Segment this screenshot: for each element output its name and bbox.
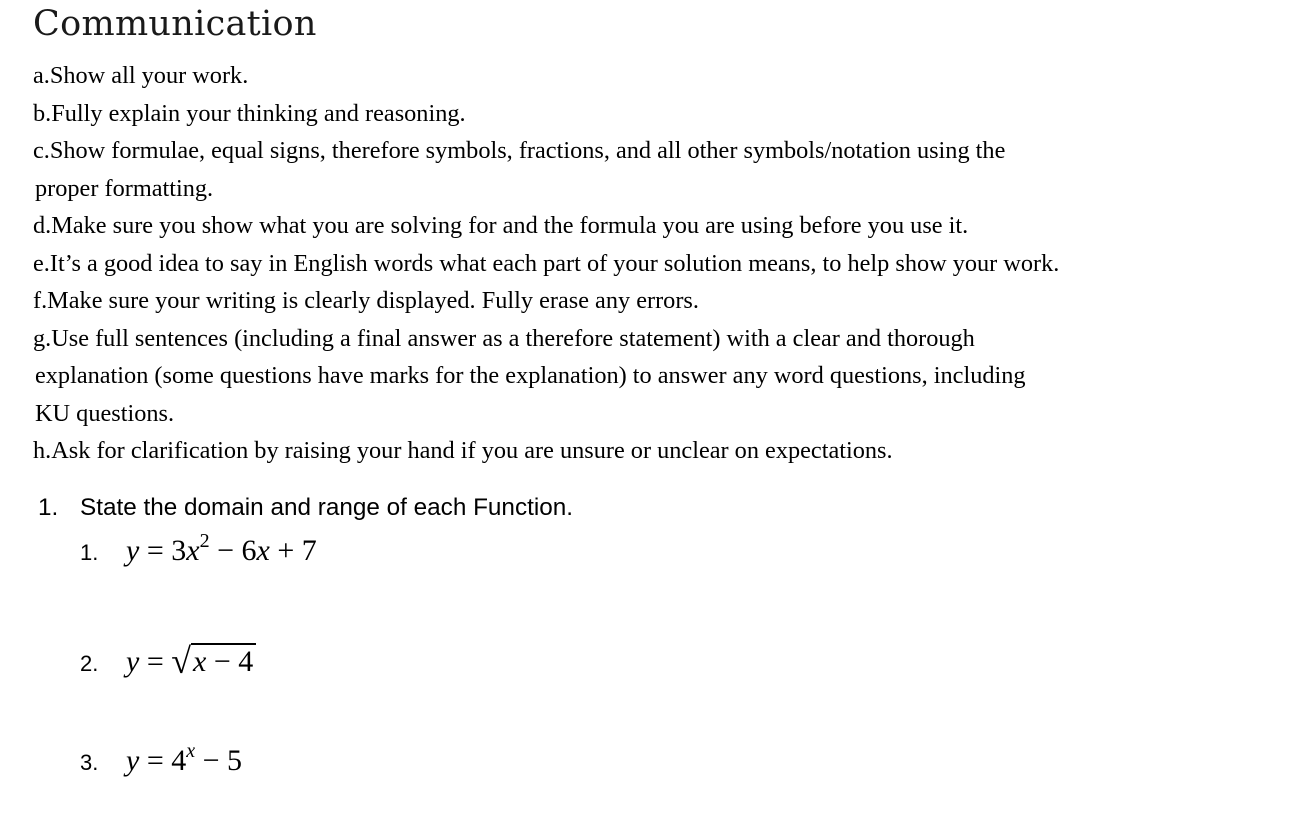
part-2-lhs: y xyxy=(126,645,140,678)
rule-a: a.Show all your work. xyxy=(33,62,249,89)
communication-rules-list xyxy=(33,57,1293,470)
question-1 xyxy=(38,494,573,522)
part-1-eq: = 3 xyxy=(139,534,187,567)
part-1-tail: + 7 xyxy=(269,534,317,567)
part-1-mid: − 6 xyxy=(209,534,257,567)
question-1-part-1 xyxy=(80,530,317,568)
part-2-eq: = xyxy=(139,645,172,678)
rule-d: d.Make sure you show what you are solving for and the formula you are using before you use it. xyxy=(33,212,969,239)
part-1-equation xyxy=(126,530,317,567)
rule-c xyxy=(33,132,1293,207)
radical-sign: √ xyxy=(171,641,192,681)
square-root xyxy=(171,638,256,680)
part-3-exponent xyxy=(186,740,195,762)
question-1-part-3 xyxy=(80,740,243,778)
question-1-part-2 xyxy=(80,638,256,680)
rule-c-line-2: proper formatting. xyxy=(35,174,214,202)
rule-g xyxy=(33,320,1293,433)
rule-g-line-2: explanation (some questions have marks for the explanation) to answer any word questions, including xyxy=(35,362,1026,389)
part-3-lhs: y xyxy=(126,744,140,777)
question-1-number: 1. xyxy=(38,494,59,521)
part-1-var1: x xyxy=(186,534,200,567)
question-1-text: State the domain and range of each Function. xyxy=(80,494,574,521)
rule-f: f.Make sure your writing is clearly displayed. Fully erase any errors. xyxy=(33,287,699,314)
part-1-var2: x xyxy=(256,534,270,567)
rule-e: e.It’s a good idea to say in English words what each part of your solution means, to help show your work. xyxy=(33,249,1060,277)
rule-g-line-3: KU questions. xyxy=(35,399,175,427)
part-3-eq: = 4 xyxy=(139,744,187,777)
rule-b: b.Fully explain your thinking and reasoning. xyxy=(33,99,466,127)
part-3-number: 3. xyxy=(80,750,99,775)
part-1-lhs: y xyxy=(126,534,140,567)
part-1-exponent: 2 xyxy=(199,530,210,552)
rule-g-line-1: g.Use full sentences (including a final answer as a therefore statement) with a clear and thorough xyxy=(33,324,975,352)
part-3-exp-var: x xyxy=(186,740,196,762)
part-2-radicand-tail: − 4 xyxy=(206,645,254,678)
page-title: Communication xyxy=(33,4,317,44)
part-3-equation xyxy=(126,740,243,777)
radicand xyxy=(191,643,256,678)
rule-c-line-1: c.Show formulae, equal signs, therefore symbols, fractions, and all other symbols/notation using the xyxy=(33,137,1006,164)
part-2-equation xyxy=(126,641,256,681)
rule-h: h.Ask for clarification by raising your hand if you are unsure or unclear on expectations. xyxy=(33,437,893,464)
part-2-radicand-var: x xyxy=(193,645,207,678)
part-1-number: 1. xyxy=(80,540,99,565)
part-3-tail: − 5 xyxy=(195,744,243,777)
part-2-number: 2. xyxy=(80,651,99,676)
